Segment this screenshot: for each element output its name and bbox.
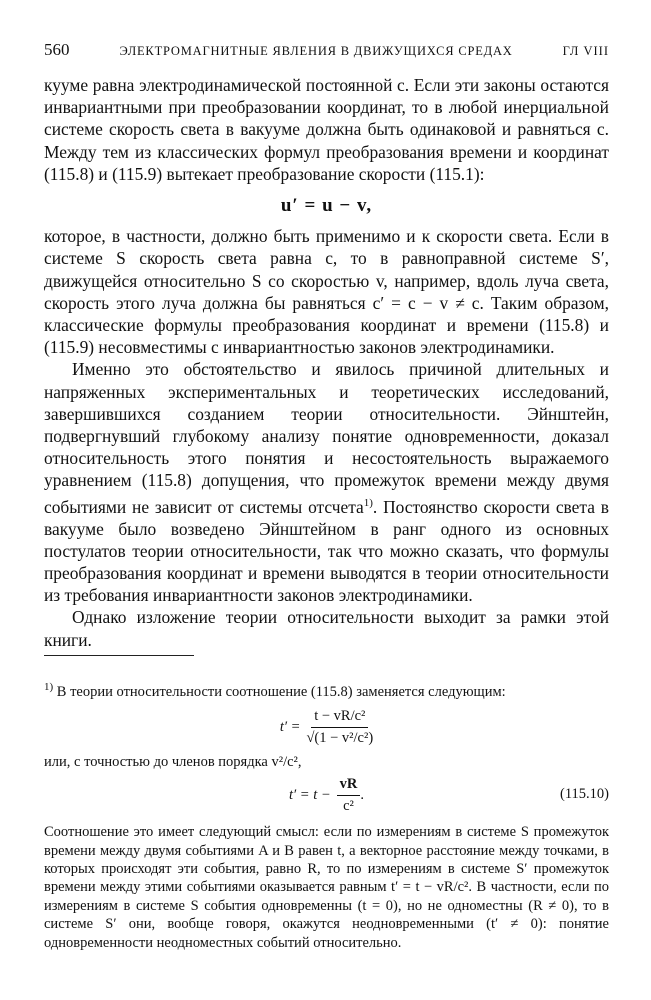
footnote-reference[interactable]: 1) (363, 496, 373, 509)
running-title: ЭЛЕКТРОМАГНИТНЫЕ ЯВЛЕНИЯ В ДВИЖУЩИХСЯ СРЕДАХ (119, 44, 513, 58)
lorentz-time-equation (44, 707, 609, 747)
eq1-denominator: √(1 − v²/c²) (306, 729, 374, 746)
footnote (44, 678, 609, 952)
paragraph-2: которое, в частности, должно быть применимо и к скорости света. Если в системе S скорость света равна c, то в равноправной системе S′, движущейся относительно S со скоростью v, например, вдоль луча света, скорость этого луча должна бы равняться c′ = c − v ≠ c. Таким образом, классические формулы преобразования координат и времени (115.8) и (115.9) несовместимы с инвариантностью законов электродинамики. (44, 226, 609, 358)
equation-number: (115.10) (560, 786, 609, 803)
eq1-lhs: t′ = (279, 718, 301, 735)
footnote-intro (44, 678, 609, 701)
paragraph-4: Однако изложение теории относительности выходит за рамки этой книги. (44, 607, 609, 650)
footnote-middle: или, с точностью до членов порядка v²/c², (44, 754, 302, 771)
page-header (44, 40, 609, 60)
eq2-denominator: c² (343, 797, 354, 814)
paragraph-1: кууме равна электродинамической постоянной c. Если эти законы остаются инвариантными при преобразовании координат, то в любой инерциальной системе скорость света в вакууме должна быть одинаковой и равняться c. Между тем из классических формул преобразования времени и координат (115.8) и (115.9) вытекает преобразование скорости (115.1): (44, 75, 609, 184)
eq2-numerator: vR (337, 775, 361, 795)
eq2-lhs: t′ = t − (288, 787, 331, 804)
main-text (44, 74, 609, 651)
eq1-numerator: t − vR/c² (311, 707, 368, 727)
footnote-mark: 1) (44, 681, 54, 693)
eq1-fraction (306, 707, 373, 747)
chapter-label: ГЛ VIII (562, 44, 609, 58)
page-number: 560 (44, 40, 70, 59)
eq2-fraction (337, 775, 361, 815)
paragraph-3-end: . Постоянство скорости света в вакууме было возведено Эйнштейном в ранг одного из основных постулатов теории относительности, так что можно сказать, что формулы преобразования координат и времени выводятся в теории относительности из требования инвариантности законов электродинамики. (44, 496, 609, 606)
eq2-tail: . (360, 787, 365, 804)
paragraph-3-text: Именно это обстоятельство и явилось причиной длительных и напряженных экспериментальных и теоретических исследований, завершившихся созданием теории относительности. Эйнштейн, подвергнувший глубокому анализу понятие одновременности, доказал относительность этого понятия и несостоятельность выражаемого уравнением (115.8) допущения, что промежуток времени между двумя событиями не зависит от системы отсчета (44, 359, 609, 517)
footnote-separator (44, 655, 194, 656)
footnote-closing: Соотношение это имеет следующий смысл: если по измерениям в системе S промежуток времени между двумя событиями A и B равен t, а векторное расстояние между точками, в которых происходят эти события, равно R, то по измерениям в системе S′ промежуток времени между этими событиями оказывается равным t′ = t − vR/c². В частности, если по измерениям в системе S события одновременны (t = 0), но не одноместны (R ≠ 0), то в системе S′ они, вообще говоря, окажутся неодновременными (t′ ≠ 0): понятие одновременности неодноместных событий относительно. (44, 824, 609, 951)
velocity-transform-formula: u′ = u − v, (280, 195, 373, 217)
paragraph-3 (44, 358, 609, 606)
footnote-intro-text: В теории относительности соотношение (115.8) заменяется следующим: (53, 683, 506, 700)
approx-time-equation (44, 775, 609, 815)
